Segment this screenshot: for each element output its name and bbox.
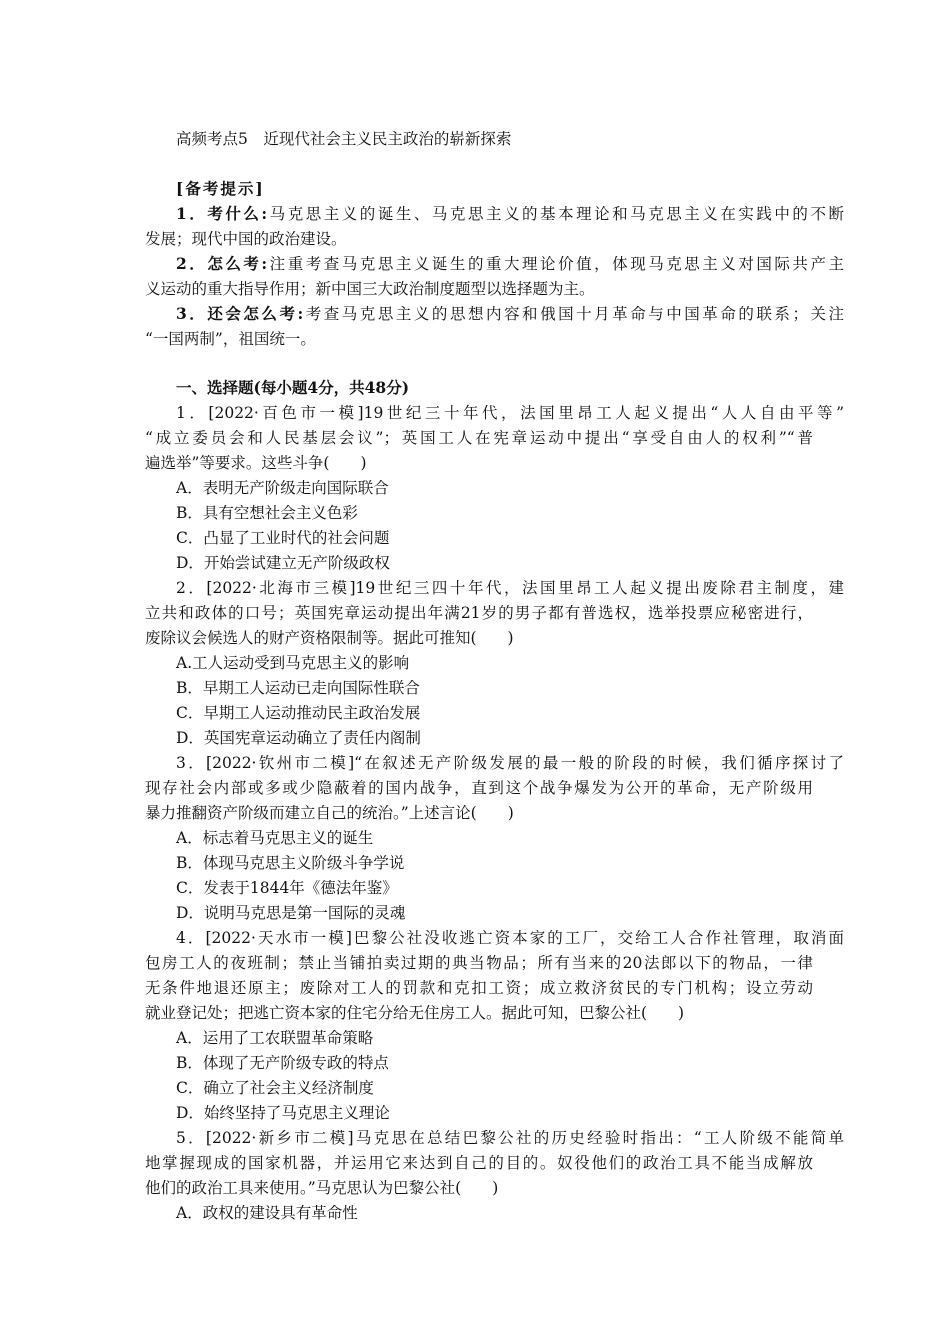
- question-4-option-c: C．确立了社会主义经济制度: [176, 1079, 374, 1097]
- page-title: 高频考点5 近现代社会主义民主政治的崭新探索: [176, 130, 512, 148]
- question-3-option-a: A．标志着马克思主义的诞生: [176, 829, 374, 847]
- tip-3-label: 3．还会怎么考:: [176, 304, 304, 323]
- question-4-stem-line: 就业登记处；把逃亡资本家的住宅分给无住房工人。据此可知，巴黎公社( ): [145, 1004, 685, 1022]
- question-5-stem-line: 他们的政治工具来使用。”马克思认为巴黎公社( ): [145, 1179, 499, 1197]
- tip-1-label: 1．考什么:: [176, 204, 268, 223]
- question-3-option-c: C．发表于1844年《德法年鉴》: [176, 879, 398, 897]
- question-4-stem-line: 包房工人的夜班制；禁止当铺拍卖过期的典当物品；所有当来的20法郎以下的物品，一律: [145, 954, 813, 972]
- question-2-stem-line: 立共和政体的口号；英国宪章运动提出年满21岁的男子都有普选权，选举投票应秘密进行，: [145, 604, 813, 622]
- question-5-stem-line: 5．[2022·新乡市二模]马克思在总结巴黎公社的历史经验时指出：“工人阶级不能简单: [176, 1129, 844, 1147]
- question-1-option-d: D．开始尝试建立无产阶级政权: [176, 554, 390, 572]
- question-2-option-c: C．早期工人运动推动民主政治发展: [176, 704, 421, 722]
- question-1-stem-line: 1．[2022·百色市一模]19世纪三十年代，法国里昂工人起义提出“人人自由平等”: [176, 404, 844, 422]
- question-2-option-b: B．早期工人运动已走向国际性联合: [176, 679, 420, 697]
- tips-heading: [备考提示]: [176, 179, 265, 198]
- question-1-option-c: C．凸显了工业时代的社会问题: [176, 529, 390, 547]
- tip-2-label: 2．怎么考:: [176, 254, 268, 273]
- tip-3-line-1: 3．还会怎么考:考查马克思主义的思想内容和俄国十月革命与中国革命的联系；关注: [176, 304, 844, 323]
- question-4-option-a: A．运用了工农联盟革命策略: [176, 1029, 374, 1047]
- question-1-option-b: B．具有空想社会主义色彩: [176, 504, 358, 522]
- tip-2-line-2: 义运动的重大指导作用；新中国三大政治制度题型以选择题为主。: [145, 280, 595, 298]
- question-4-stem-line: 无条件地退还原主；废除对工人的罚款和克扣工资；成立救济贫民的专门机构；设立劳动: [145, 979, 813, 997]
- question-4-option-b: B．体现了无产阶级专政的特点: [176, 1054, 389, 1072]
- question-5-stem-line: 地掌握现成的国家机器，并运用它来达到自己的目的。奴役他们的政治工具不能当成解放: [145, 1154, 813, 1172]
- question-2-option-a: A.工人运动受到马克思主义的影响: [176, 654, 410, 672]
- question-2-stem-line: 废除议会候选人的财产资格限制等。据此可推知( ): [145, 629, 514, 647]
- question-3-stem-line: 暴力推翻资产阶级而建立自己的统治。”上述言论( ): [145, 804, 514, 822]
- question-3-option-d: D．说明马克思是第一国际的灵魂: [176, 904, 406, 922]
- question-2-stem-line: 2．[2022·北海市三模]19世纪三四十年代，法国里昂工人起义提出废除君主制度，建: [176, 579, 844, 597]
- question-2-option-d: D．英国宪章运动确立了责任内阁制: [176, 729, 421, 747]
- question-4-stem-line: 4．[2022·天水市一模]巴黎公社没收逃亡资本家的工厂，交给工人合作社管理，取消面: [176, 929, 844, 947]
- tip-3-line-2: “一国两制”，祖国统一。: [145, 330, 316, 348]
- tip-1-line-1: 1．考什么:马克思主义的诞生、马克思主义的基本理论和马克思主义在实践中的不断: [176, 204, 844, 223]
- section-heading: 一、选择题(每小题4分，共48分): [176, 378, 410, 397]
- question-5-option-a: A．政权的建设具有革命性: [176, 1204, 358, 1222]
- question-3-stem-line: 现存社会内部或多或少隐蔽着的国内战争，直到这个战争爆发为公开的革命，无产阶级用: [145, 779, 813, 797]
- question-3-stem-line: 3．[2022·钦州市二模]“在叙述无产阶级发展的最一般的阶段的时候，我们循序探讨了: [176, 754, 844, 772]
- question-1-option-a: A．表明无产阶级走向国际联合: [176, 479, 389, 497]
- question-4-option-d: D．始终坚持了马克思主义理论: [176, 1104, 390, 1122]
- tip-2-line-1: 2．怎么考:注重考查马克思主义诞生的重大理论价值，体现马克思主义对国际共产主: [176, 254, 844, 273]
- tip-1-line-2: 发展；现代中国的政治建设。: [145, 230, 347, 248]
- question-1-stem-line: 遍选举”等要求。这些斗争( ): [145, 454, 367, 472]
- question-3-option-b: B．体现马克思主义阶级斗争学说: [176, 854, 405, 872]
- question-1-stem-line: “成立委员会和人民基层会议”；英国工人在宪章运动中提出“享受自由人的权利”“普: [145, 429, 813, 447]
